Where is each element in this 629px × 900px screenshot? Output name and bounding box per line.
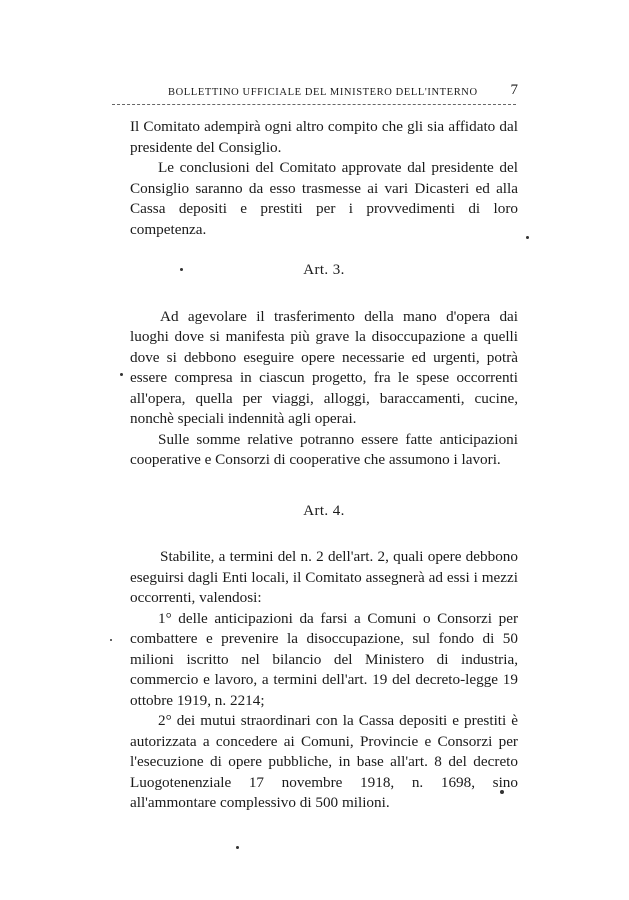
page-body bbox=[130, 117, 518, 814]
paragraph: Stabilite, a termini del n. 2 dell'art. 2, quali opere debbono eseguirsi dagli Enti locali, il Comitato assegnerà ad essi i mezzi occorrenti, valendosi: bbox=[130, 548, 518, 606]
page-header bbox=[118, 82, 518, 102]
header-rule bbox=[112, 104, 516, 105]
paragraph: Sulle somme relative potranno essere fatte anticipazioni cooperative e Consorzi di cooperative che assumono i lavori. bbox=[130, 430, 518, 468]
page-number: 7 bbox=[510, 82, 518, 98]
paragraph: 2° dei mutui straordinari con la Cassa depositi e prestiti è autorizzata a concedere ai Comuni, Provincie e Consorzi per l'esecuzione di opere pubbliche, in base all'art. 8 del decreto Luogotenenziale 17 novembre 1918, n. 1698, sino all'ammontare complessivo di 500 milioni. bbox=[130, 712, 518, 811]
paragraph: Ad agevolare il trasferimento della mano d'opera dai luoghi dove si manifesta più grave la disoccupazione a quelli dove si debbono eseguire opere necessarie ed urgenti, potrà essere compresa in ciascun progetto, fra le spese occorrenti all'opera, quella per viaggi, alloggi, baraccamenti, cucine, nonchè speciali indennità agli operai. bbox=[130, 307, 518, 427]
article-3-title: Art. 3. bbox=[303, 262, 345, 278]
article-4-title: Art. 4. bbox=[303, 502, 345, 519]
paragraph: 1° delle anticipazioni da farsi a Comuni o Consorzi per combattere e prevenire la disoccupazione, sul fondo di 50 milioni iscritto nel bilancio del Ministero di industria, commercio e lavoro, a termini dell'art. 19 del decreto-legge 19 ottobre 1919, n. 2214; bbox=[130, 609, 518, 709]
paragraph: Il Comitato adempirà ogni altro compito che gli sia affidato dal presidente del Consiglio. bbox=[130, 118, 518, 156]
running-head: BOLLETTINO UFFICIALE DEL MINISTERO DELL'INTERNO bbox=[168, 87, 478, 98]
paragraph: Le conclusioni del Comitato approvate dal presidente del Consiglio saranno da esso trasmesse ai vari Dicasteri ed alla Cassa depositi e prestiti per i provvedimenti di loro competenza. bbox=[130, 159, 518, 238]
